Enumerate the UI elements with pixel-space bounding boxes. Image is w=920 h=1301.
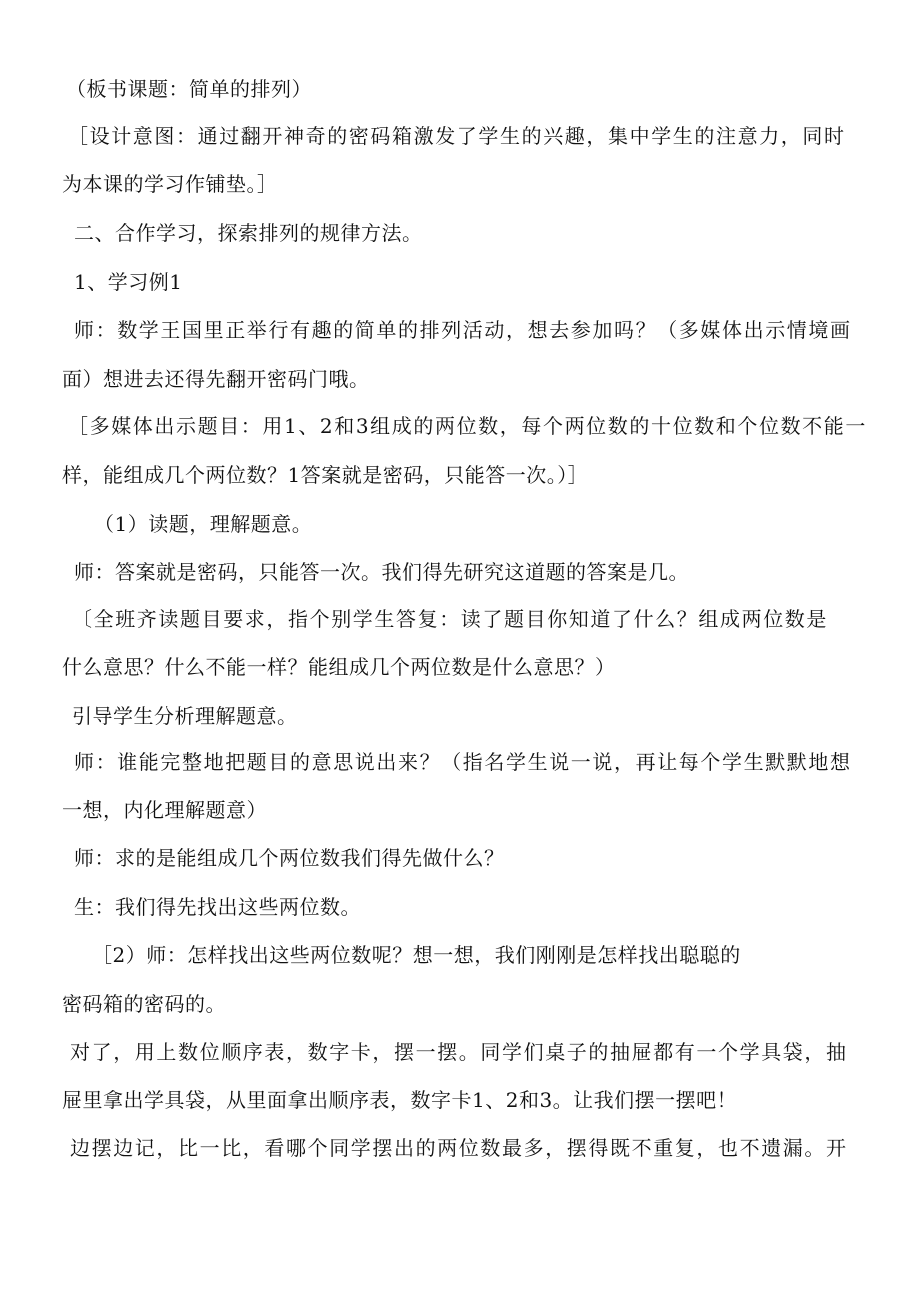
guide-line: 引导学生分析理解题意。: [72, 704, 298, 728]
media-question-line-1: ［多媒体出示题目：用1、2和3组成的两位数，每个两位数的十位数和个位数不能一: [68, 414, 867, 438]
instruction-line-1: 对了，用上数位顺序表，数字卡，摆一摆。同学们桌子的抽屉都有一个学具袋，抽: [70, 1040, 848, 1064]
example-heading: 1、学习例1: [74, 270, 183, 294]
board-title-line: （板书课题：简单的排列）: [66, 77, 312, 101]
section-heading: 二、合作学习，探索排列的规律方法。: [74, 221, 423, 245]
student-line-1: 生：我们得先找出这些两位数。: [74, 895, 361, 919]
class-reading-line-1: 〔全班齐读题目要求，指个别学生答复：读了题目你知道了什么？组成两位数是: [72, 607, 828, 631]
step-1-heading: （1）读题，理解题意。: [94, 512, 313, 536]
design-intent-line-2: 为本课的学习作铺垫。］: [62, 172, 278, 196]
teacher-line-1a: 师：数学王国里正举行有趣的简单的排列活动，想去参加吗？（多媒体出示情境画: [74, 318, 852, 342]
teacher-line-2: 师：答案就是密码，只能答一次。我们得先研究这道题的答案是几。: [74, 560, 689, 584]
instruction-line-2: 屉里拿出学具袋，从里面拿出顺序表，数字卡1、2和3。让我们摆一摆吧！: [62, 1088, 738, 1112]
media-question-line-2: 样，能组成几个两位数？1答案就是密码，只能答一次。）］: [62, 463, 589, 487]
step-2-line-2: 密码箱的密码的。: [62, 992, 226, 1016]
teacher-line-4: 师：求的是能组成几个两位数我们得先做什么？: [74, 846, 505, 870]
design-intent-line-1: ［设计意图：通过翻开神奇的密码箱激发了学生的兴趣，集中学生的注意力，同时: [68, 124, 846, 148]
instruction-line-3: 边摆边记，比一比，看哪个同学摆出的两位数最多，摆得既不重复，也不遗漏。开: [70, 1136, 848, 1160]
class-reading-line-2: 什么意思？什么不能一样？能组成几个两位数是什么意思？）: [62, 655, 616, 679]
teacher-line-1b: 面）想进去还得先翻开密码门哦。: [62, 367, 370, 391]
teacher-line-3a: 师：谁能完整地把题目的意思说出来？（指名学生说一说，再让每个学生默默地想: [74, 750, 852, 774]
teacher-line-3b: 一想，内化理解题意）: [62, 798, 267, 822]
step-2-line-1: ［2）师：怎样找出这些两位数呢？想一想，我们刚刚是怎样找出聪聪的: [92, 943, 741, 967]
